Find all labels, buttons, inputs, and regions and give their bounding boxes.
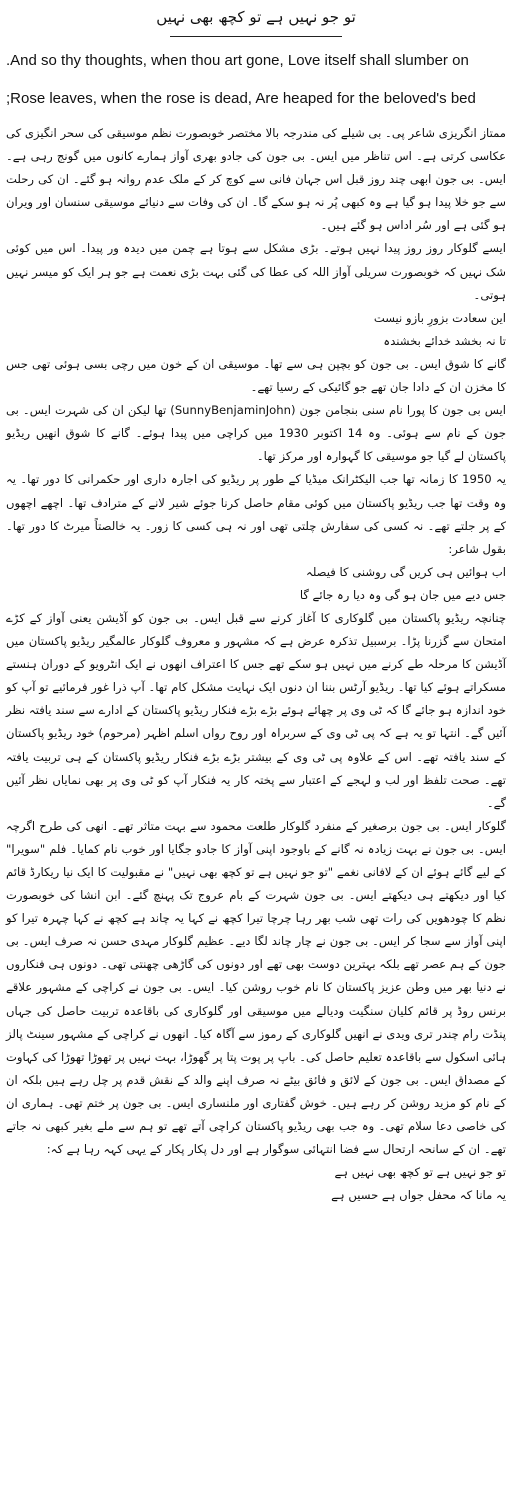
verse-line: جس دیے میں جان ہو گی وہ دیا رہ جائے گا [299, 587, 506, 602]
song-line: تو جو نہیں ہے تو کچھ بھی نہیں ہے [334, 1165, 506, 1180]
paragraph: گلوکار ایس۔ بی جون برصغیر کے منفرد گلوکار طلعت محمود سے بہت متاثر تھے۔ انھی کی طرح اگرچہ ایس۔ بی جون نے بہت زیادہ نہ گانے کے باوجود اپنی آواز کا جادو جگایا اور خوب نام کمایا۔ فلم "سویرا" کے لیے گائے ہوئے ان کے لافانی نغمے "تو جو نہیں ہے تو کچھ بھی نہیں" نے مقبولیت کا ایک نیا ریکارڈ قائم کیا اور دیکھتے ہی دیکھتے ایس۔ بی جون شہرت کے بام عروج تک پہنچ گئے۔ ابن انشا کی خوبصورت نظم کا چودھویں کی رات تھی شب بھر رہا چرچا تیرا کچھ نے کہا یہ چاند ہے کچھ نے کہا چہرہ تیرا کو اپنی آواز سے سجا کر ایس۔ بی جون نے چار چاند لگا دیے۔ عظیم گلوکار مہدی حسن نہ صرف ایس۔ بی جون کے ہم عصر تھے بلکہ بہترین دوست بھی تھے اور دونوں کی گاڑھی چھنتی تھی۔ دونوں ہی فنکاروں نے دنیا بھر میں وطن عزیز پاکستان کا نام خوب روشن کیا۔ ایس۔ بی جون نے کراچی کے مشہور علاقے برنس روڈ پر قائم کلیان سنگیت ودیالے میں موسیقی اور گلوکاری کی باقاعدہ تربیت حاصل کی جہاں پنڈت رام چندر تری ویدی نے انھیں گلوکاری کے رموز سے آگاہ کیا۔ انھوں نے کراچی کے مشہور سینٹ پالز ہائی اسکول سے باقاعدہ تعلیم حاصل کی۔ باپ پر پوت پتا پر گھوڑا، بہت نہیں پر تھوڑا تھوڑا کی کہاوت کے مصداق ایس۔ بی جون کے لائق و فائق بیٹے نہ صرف اپنے والد کے نقش قدم پر چل رہے ہیں بلکہ ان کے نام کو مزید روشن کر رہے ہیں۔ خوش گفتاری اور ملنساری ایس۔ بی جون پر ختم تھی۔ ہماری ان کی خاصی دعا سلام تھی۔ وہ جب بھی ریڈیو پاکستان کراچی آتے تھے تو ہم سے ملے بغیر کبھی نہ جاتے تھے۔ ان کے سانحہ ارتحال سے فضا انتہائی سوگوار ہے اور دل پکار پکار کے یہی کہہ رہا ہے کہ: [6, 818, 506, 1157]
paragraph: ایسے گلوکار روز روز پیدا نہیں ہوتے۔ بڑی مشکل سے ہوتا ہے چمن میں دیدہ ور پیدا۔ اس میں کوئی شک نہیں کہ خوبصورت سریلی آواز اللہ کی عطا کی گئی بہت بڑی نعمت ہے جو ہر ایک کو میسر نہیں ہوتی۔ [6, 241, 506, 302]
english-verse-line-1: .And so thy thoughts, when thou art gone, Love itself shall slumber on [6, 52, 469, 69]
paragraph: یہ 1950 کا زمانہ تھا جب الیکٹرانک میڈیا کے طور پر ریڈیو کی اجارہ داری اور حکمرانی کا دور تھا۔ یہ وہ وقت تھا جب ریڈیو پاکستان میں کوئی مقام حاصل کرنا جوئے شیر لانے کے مترادف تھا۔ اچھے اچھوں کے پر جلتے تھے۔ نہ کسی کی سفارش چلتی تھی اور نہ ہی کسی کا زور۔ یہ خالصتاً میرٹ کا دور تھا۔ بقول شاعر: [6, 472, 506, 556]
article-title: تو جو نہیں ہے تو کچھ بھی نہیں [156, 8, 356, 26]
persian-couplet-line: این سعادت بزورِ بازو نیست [373, 310, 506, 325]
paragraph: ایس بی جون کا پورا نام سنی بنجامن جون (SunnyBenjaminJohn) تھا لیکن ان کی شہرت ایس۔ بی جون کے نام سے ہوئی۔ وہ 14 اکتوبر 1930 میں کراچی میں پیدا ہوئے۔ گانے کا شوق انھیں ریڈیو پاکستان لے گیا جو موسیقی کا گہوارہ اور مرکز تھا۔ [6, 403, 506, 464]
paragraph: گانے کا شوق ایس۔ بی جون کو بچپن ہی سے تھا۔ موسیقی ان کے خون میں رچی بسی ہوئی تھی جس کا مخزن ان کے دادا جان تھے جو گائیکی کے رسیا تھے۔ [6, 356, 506, 395]
english-verse-line-2: ;Rose leaves, when the rose is dead, Are heaped for the beloved's bed [6, 90, 476, 107]
article-body [6, 122, 506, 1207]
song-line: یہ مانا کہ محفل جواں ہے حسیں ہے [331, 1188, 506, 1203]
paragraph: چنانچہ ریڈیو پاکستان میں گلوکاری کا آغاز کرنے سے قبل ایس۔ بی جون کو آڈیشن یعنی آواز کے کڑے امتحان سے گزرنا پڑا۔ برسبیل تذکرہ عرض ہے کہ مشہور و معروف گلوکار عالمگیر ریڈیو پاکستان میں آڈیشن کا مرحلہ طے کرنے میں نہیں ہو سکے تھے جس کا اعتراف انھوں نے ایک انٹرویو کے دوران ہنستے مسکراتے ہوئے کیا تھا۔ ریڈیو آرٹس بننا ان دنوں ایک نہایت مشکل کام تھا۔ آپ ذرا غور فرمائیے تو آپ کو خود اندازہ ہو جائے گا کہ ٹی وی پر چھائے ہوئے بڑے بڑے فنکار ریڈیو پاکستان کے ادارے سے سند یافتہ نظر آئیں گے۔ انتہا تو یہ ہے کہ پی ٹی وی کے سربراہ اور روح رواں اسلم اظہر (مرحوم) خود ریڈیو پاکستان کے سند یافتہ تھے۔ اس کے علاوہ پی ٹی وی کے بیشتر بڑے بڑے فنکار ریڈیو پاکستان کے ہی تربیت یافتہ تھے۔ صحت تلفظ اور لب و لہجے کے اعتبار سے پختہ کار یہ فنکار آپ کو ٹی وی پر بھی نمایاں نظر آئیں گے۔ [6, 610, 506, 810]
paragraph: ممتاز انگریزی شاعر پی۔ بی شیلے کی مندرجہ بالا مختصر خوبصورت نظم موسیقی کی سحر انگیزی کی عکاسی کرتی ہے۔ اس تناظر میں ایس۔ بی جون کی جادو بھری آواز ہمارے کانوں میں گونج رہی ہے۔ ایس۔ بی جون ابھی چند روز قبل اس جہان فانی سے کوچ کر کے ملک عدم روانہ ہو گئے۔ ان کی رحلت سے جو خلا پیدا ہو گیا ہے وہ کبھی پُر نہ ہو سکے گا۔ ان کی وفات سے دنیائے موسیقی سنسان اور ویران ہو گئی ہے اور سُر اداس ہو گئے ہیں۔ [6, 126, 506, 233]
verse-line: اب ہوائیں ہی کریں گی روشنی کا فیصلہ [306, 564, 506, 579]
persian-couplet-line: تا نہ بخشد خدائے بخشندہ [383, 333, 506, 348]
title-underline [170, 36, 342, 37]
